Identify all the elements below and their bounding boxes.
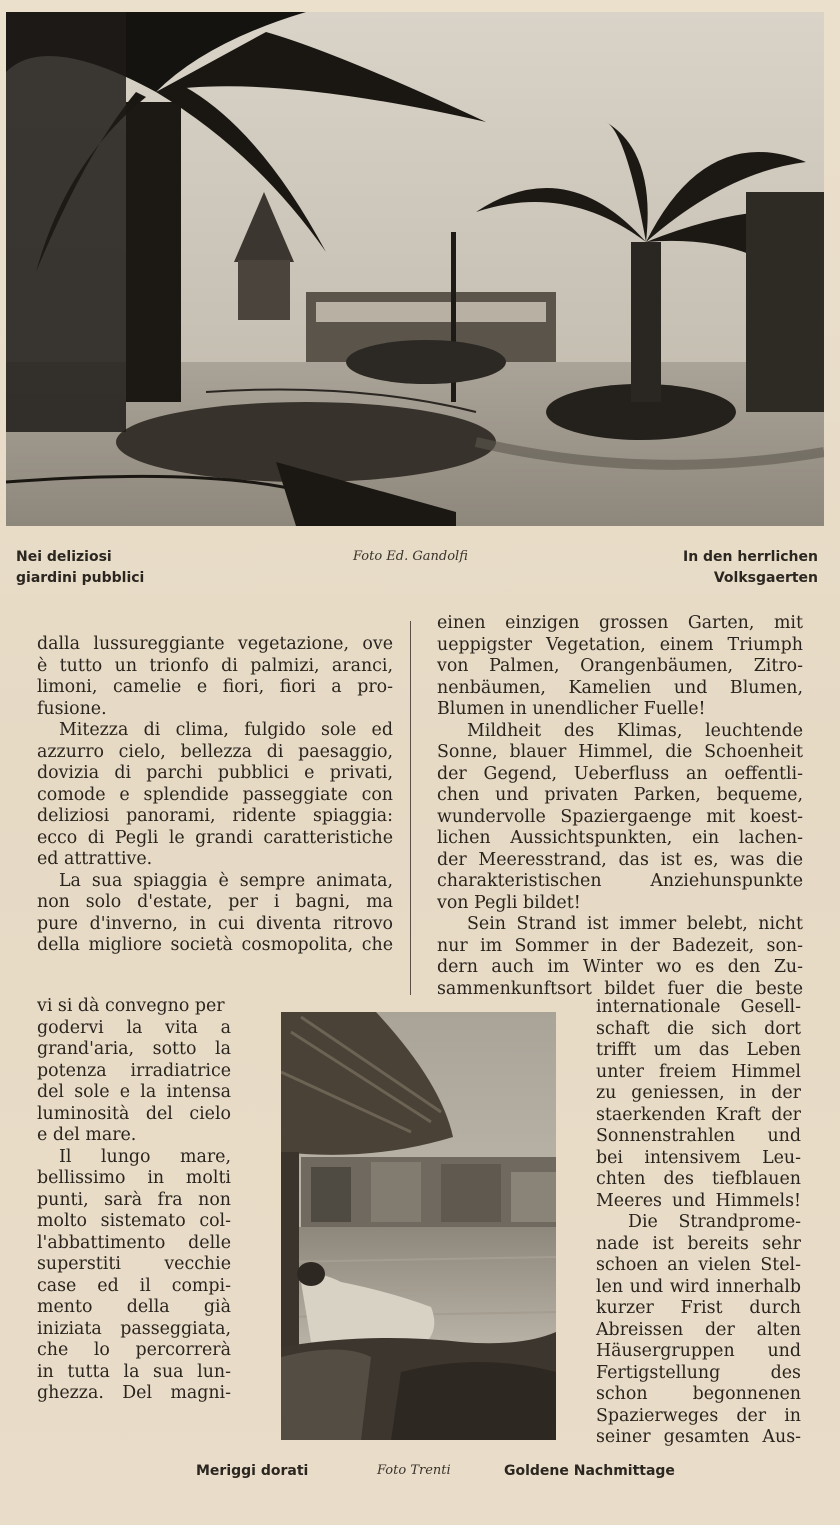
german-line: Mildheit des Klimas, leuchtende: [467, 720, 803, 741]
german-line: schon begonnenen: [596, 1384, 801, 1404]
column-divider: [410, 621, 411, 995]
german-line: Abreissen der alten: [596, 1319, 801, 1340]
german-line: unter freiem Himmel: [596, 1061, 801, 1082]
german-line: seiner gesamten Aus-: [596, 1427, 801, 1447]
italian-line: Il lungo mare,: [59, 1146, 231, 1167]
german-line: nenbäumen, Kamelien und Blumen,: [437, 677, 803, 698]
italian-line: La sua spiaggia è sempre animata,: [59, 870, 393, 891]
italian-line: ecco di Pegli le grandi caratteristiche: [37, 827, 393, 848]
italian-line: dalla lussureggiante vegetazione, ove: [37, 634, 393, 654]
german-line: nade ist bereits sehr: [596, 1233, 801, 1254]
italian-line: superstiti vecchie: [37, 1254, 231, 1274]
top-caption-italian-line-2: giardini pubblici: [16, 570, 145, 586]
german-line: chen und privaten Parken, bequeme,: [437, 785, 803, 805]
italian-line: fusione.: [37, 698, 107, 719]
german-line: von Palmen, Orangenbäumen, Zitro-: [437, 656, 803, 676]
german-column-lower: [596, 997, 801, 1449]
german-line: der Meeresstrand, das ist es, was die: [437, 849, 803, 870]
italian-line: limoni, camelie e fiori, fiori a pro-: [37, 677, 393, 697]
german-line: von Pegli bildet!: [437, 892, 581, 913]
italian-line: e del mare.: [37, 1125, 137, 1145]
italian-line: non solo d'estate, per i bagni, ma: [37, 892, 393, 912]
german-line: sammenkunftsort bildet fuer die beste: [437, 978, 803, 999]
german-line: staerkenden Kraft der: [596, 1104, 801, 1125]
top-caption-italian: [16, 547, 144, 589]
italian-line: azzurro cielo, bellezza di paesaggio,: [37, 741, 393, 762]
italian-line: pure d'inverno, in cui diventa ritrovo: [37, 913, 393, 934]
top-photo-credit: Foto Ed. Gandolfi: [353, 549, 468, 564]
italian-line: che lo percorrerà: [37, 1340, 231, 1360]
italian-line: in tutta la sua lun-: [37, 1361, 231, 1382]
german-line: chten des tiefblauen: [596, 1169, 801, 1189]
italian-line: grand'aria, sotto la: [37, 1039, 231, 1059]
german-line: trifft um das Leben: [596, 1040, 801, 1060]
german-line: Spazierweges der in: [596, 1405, 801, 1426]
german-line: Meeres und Himmels!: [596, 1190, 801, 1211]
top-caption-german-line-2: Volksgaerten: [713, 570, 818, 586]
italian-line: ghezza. Del magni-: [37, 1383, 231, 1403]
top-caption-german: [683, 547, 818, 589]
garden-photo: [6, 12, 824, 526]
italian-line: punti, sarà fra non: [37, 1189, 231, 1210]
top-caption-german-line-1: In den herrlichen: [682, 549, 818, 565]
german-line: internationale Gesell-: [596, 997, 801, 1017]
italian-line: deliziosi panorami, ridente spiaggia:: [37, 806, 393, 826]
german-line: Sonne, blauer Himmel, die Schoenheit: [437, 742, 803, 762]
beach-photo: [281, 1012, 556, 1440]
bottom-caption-italian: Meriggi dorati: [196, 1463, 309, 1479]
italian-line: bellissimo in molti: [37, 1168, 231, 1188]
italian-line: case ed il compi-: [37, 1275, 231, 1296]
german-line: kurzer Frist durch: [596, 1298, 801, 1318]
italian-line: godervi la vita a: [37, 1017, 231, 1038]
german-line: dern auch im Winter wo es den Zu-: [437, 957, 803, 977]
italian-line: potenza irradiatrice: [37, 1060, 231, 1081]
italian-line: luminosità del cielo: [37, 1103, 231, 1124]
italian-line: è tutto un trionfo di palmizi, aranci,: [37, 655, 393, 676]
german-column-upper: [437, 613, 803, 1000]
bottom-caption-german: Goldene Nachmittage: [504, 1463, 675, 1479]
italian-line: vi si dà convegno per: [37, 996, 225, 1016]
italian-line: del sole e la intensa: [37, 1082, 231, 1102]
italian-line: comode e splendide passeggiate con: [37, 784, 393, 805]
german-line: einen einzigen grossen Garten, mit: [437, 613, 803, 633]
german-line: charakteristischen Anziehunspunkte: [437, 871, 803, 891]
italian-column-upper: [37, 634, 393, 957]
german-line: Die Strandprome-: [628, 1212, 801, 1232]
german-line: zu geniessen, in der: [596, 1083, 801, 1103]
german-line: nur im Sommer in der Badezeit, son-: [437, 935, 803, 956]
german-line: Sonnenstrahlen und: [596, 1126, 801, 1146]
italian-line: molto sistemato col-: [37, 1211, 231, 1231]
german-line: schoen an vielen Stel-: [596, 1255, 801, 1275]
german-line: schaft die sich dort: [596, 1018, 801, 1039]
german-line: wundervolle Spaziergaenge mit koest-: [437, 806, 803, 827]
german-line: Sein Strand ist immer belebt, nicht: [467, 914, 803, 934]
german-line: Häusergruppen und: [596, 1341, 801, 1361]
german-line: bei intensivem Leu-: [596, 1147, 801, 1168]
top-caption-italian-line-1: Nei deliziosi: [16, 549, 112, 565]
german-line: len und wird innerhalb: [596, 1276, 801, 1297]
german-line: Fertigstellung des: [596, 1362, 801, 1383]
italian-line: l'abbattimento delle: [37, 1232, 231, 1253]
german-line: ueppigster Vegetation, einem Triumph: [437, 634, 803, 655]
italian-column-lower: [37, 996, 231, 1405]
german-line: der Gegend, Ueberfluss an oeffentli-: [437, 763, 803, 784]
german-line: Blumen in unendlicher Fuelle!: [437, 699, 706, 719]
italian-line: Mitezza di clima, fulgido sole ed: [59, 720, 393, 740]
italian-line: dovizia di parchi pubblici e privati,: [37, 763, 393, 783]
italian-line: iniziata passeggiata,: [37, 1318, 231, 1339]
german-line: lichen Aussichtspunkten, ein lachen-: [437, 828, 803, 848]
italian-line: ed attrattive.: [37, 849, 153, 869]
italian-line: della migliore società cosmopolita, che: [37, 935, 393, 955]
bottom-photo-credit: Foto Trenti: [377, 1463, 451, 1478]
italian-line: mento della già: [37, 1297, 231, 1317]
